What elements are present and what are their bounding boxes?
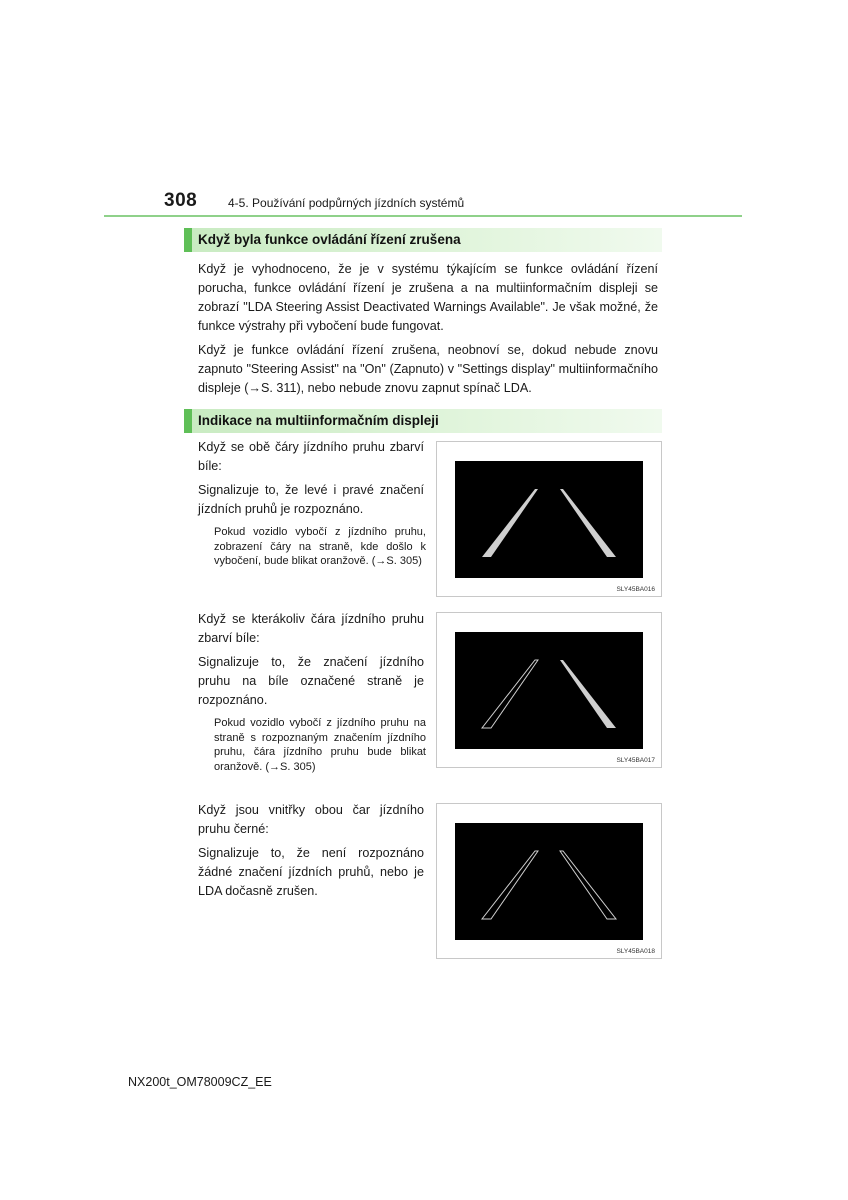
display-figure-both-lanes [436,441,662,597]
section-title: Když byla funkce ovládání řízení zrušena [198,232,461,247]
chapter-title: 4-5. Používání podpůrných jízdních systémů [228,196,465,210]
section-heading-steering-cancelled [184,228,662,252]
paragraph-reactivation: Když je funkce ovládání řízení zrušena, neobnoví se, dokud nebude znovu zapnuto "Steering Assist" na "On" (Zapnuto) v "Settings display" multiinformačního displeje (→S. 311), nebo nebude znovu zapnut spínač LDA. [198,343,658,395]
lane-lines-icon [455,823,643,940]
item-description: Signalizuje to, že není rozpoznáno žádné značení jízdních pruhů, nebo je LDA dočasně zrušen. [198,846,424,898]
image-code: SLY45BA018 [616,948,655,955]
lane-lines-icon [455,632,643,749]
item-heading: Když jsou vnitřky obou čar jízdního pruhu černé: [198,803,424,836]
display-screen [455,632,643,749]
item-heading: Když se obě čáry jízdního pruhu zbarví bíle: [198,440,424,473]
display-figure-no-lanes [436,803,662,959]
item-description: Signalizuje to, že levé i pravé značení jízdních pruhů je rozpoznáno. [198,483,424,516]
header-divider [104,215,742,217]
item-description: Signalizuje to, že značení jízdního pruhu na bíle označené straně je rozpoznáno. [198,655,424,707]
item-heading: Když se kterákoliv čára jízdního pruhu zbarví bíle: [198,612,424,645]
display-figure-one-lane [436,612,662,768]
lane-lines-icon [455,461,643,578]
section-title: Indikace na multiinformačním displeji [198,413,439,428]
display-screen [455,823,643,940]
page-number: 308 [164,190,198,211]
paragraph-malfunction: Když je vyhodnoceno, že je v systému týkajícím se funkce ovládání řízení porucha, funkce ovládání řízení je zrušena a na multiinformačním displeji se zobrazí "LDA Steering Assist Deactivated Warnings Available". Je však možné, že funkce výstrahy při vybočení bude fungovat. [198,262,658,333]
image-code: SLY45BA017 [616,757,655,764]
document-code: NX200t_OM78009CZ_EE [128,1075,272,1089]
section-heading-display-indication [184,409,662,433]
item-note: Pokud vozidlo vybočí z jízdního pruhu na straně s rozpoznaným značením jízdního pruhu, čára jízdního pruhu bude blikat oranžově. (→S. 305) [214,717,426,773]
image-code: SLY45BA016 [616,586,655,593]
display-screen [455,461,643,578]
item-note: Pokud vozidlo vybočí z jízdního pruhu, zobrazení čáry na straně, kde došlo k vybočení, bude blikat oranžově. (→S. 305) [214,526,426,567]
